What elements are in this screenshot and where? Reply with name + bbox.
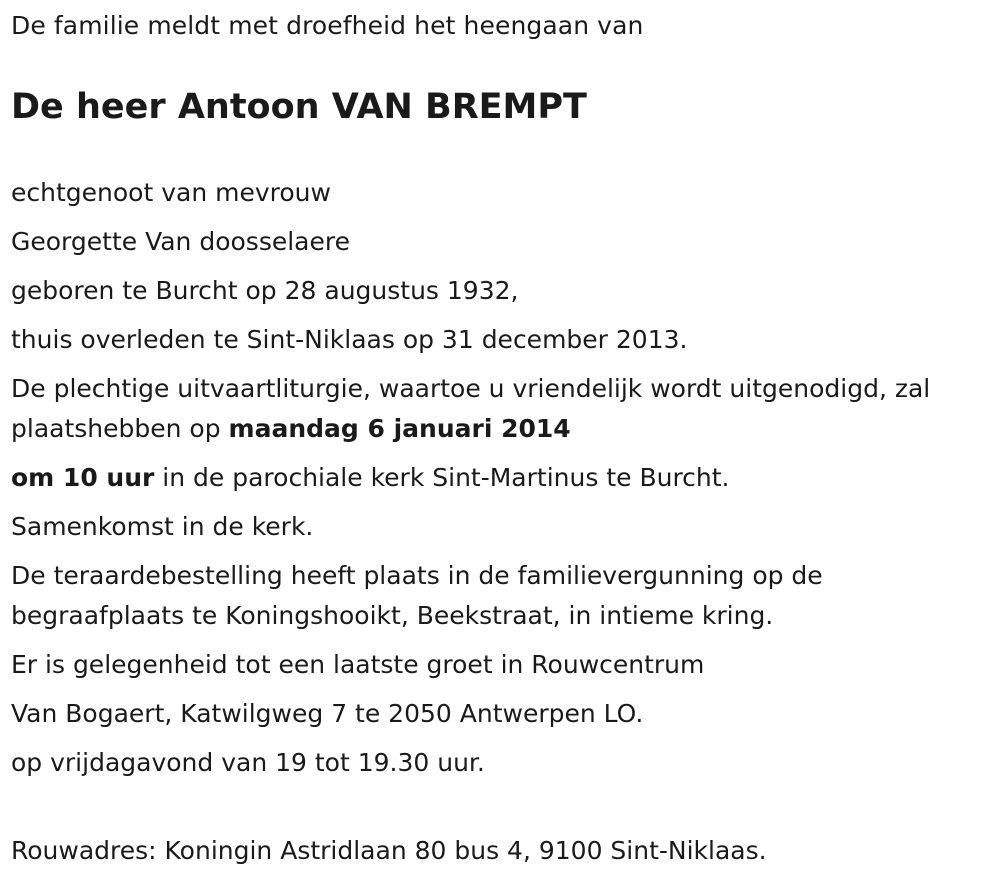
funeral-date: maandag 6 januari 2014 xyxy=(228,414,571,443)
greeting-line-2: Van Bogaert, Katwilgweg 7 te 2050 Antwerpen LO. xyxy=(11,699,644,728)
death-line: thuis overleden te Sint-Niklaas op 31 december 2013. xyxy=(11,325,688,354)
burial-line-2: begraafplaats te Koningshooikt, Beekstraat, in intieme kring. xyxy=(11,601,774,630)
time-line xyxy=(11,458,996,498)
burial-line-1: De teraardebestelling heeft plaats in de familievergunning op de xyxy=(11,561,823,590)
birth-line: geboren te Burcht op 28 augustus 1932, xyxy=(11,276,519,305)
funeral-time: om 10 uur xyxy=(11,463,155,492)
spouse-label: echtgenoot van mevrouw xyxy=(11,178,331,207)
intro-text: De familie meldt met droefheid het heengaan van xyxy=(11,11,644,40)
liturgy-paragraph xyxy=(11,369,996,449)
burial-paragraph xyxy=(11,556,996,636)
liturgy-line-1: De plechtige uitvaartliturgie, waartoe u vriendelijk wordt uitgenodigd, zal xyxy=(11,374,931,403)
gathering-line: Samenkomst in de kerk. xyxy=(11,512,314,541)
greeting-line-3: op vrijdagavond van 19 tot 19.30 uur. xyxy=(11,748,485,777)
greeting-line-1: Er is gelegenheid tot een laatste groet in Rouwcentrum xyxy=(11,650,705,679)
deceased-name: De heer Antoon VAN BREMPT xyxy=(11,87,587,127)
church-location: in de parochiale kerk Sint-Martinus te Burcht. xyxy=(154,463,730,492)
obituary-body xyxy=(11,173,996,792)
liturgy-prefix: plaatshebben op xyxy=(11,414,229,443)
spouse-name: Georgette Van doosselaere xyxy=(11,227,350,256)
mourning-address: Rouwadres: Koningin Astridlaan 80 bus 4, 9100 Sint-Niklaas. xyxy=(11,836,767,865)
liturgy-line-2 xyxy=(11,409,996,449)
